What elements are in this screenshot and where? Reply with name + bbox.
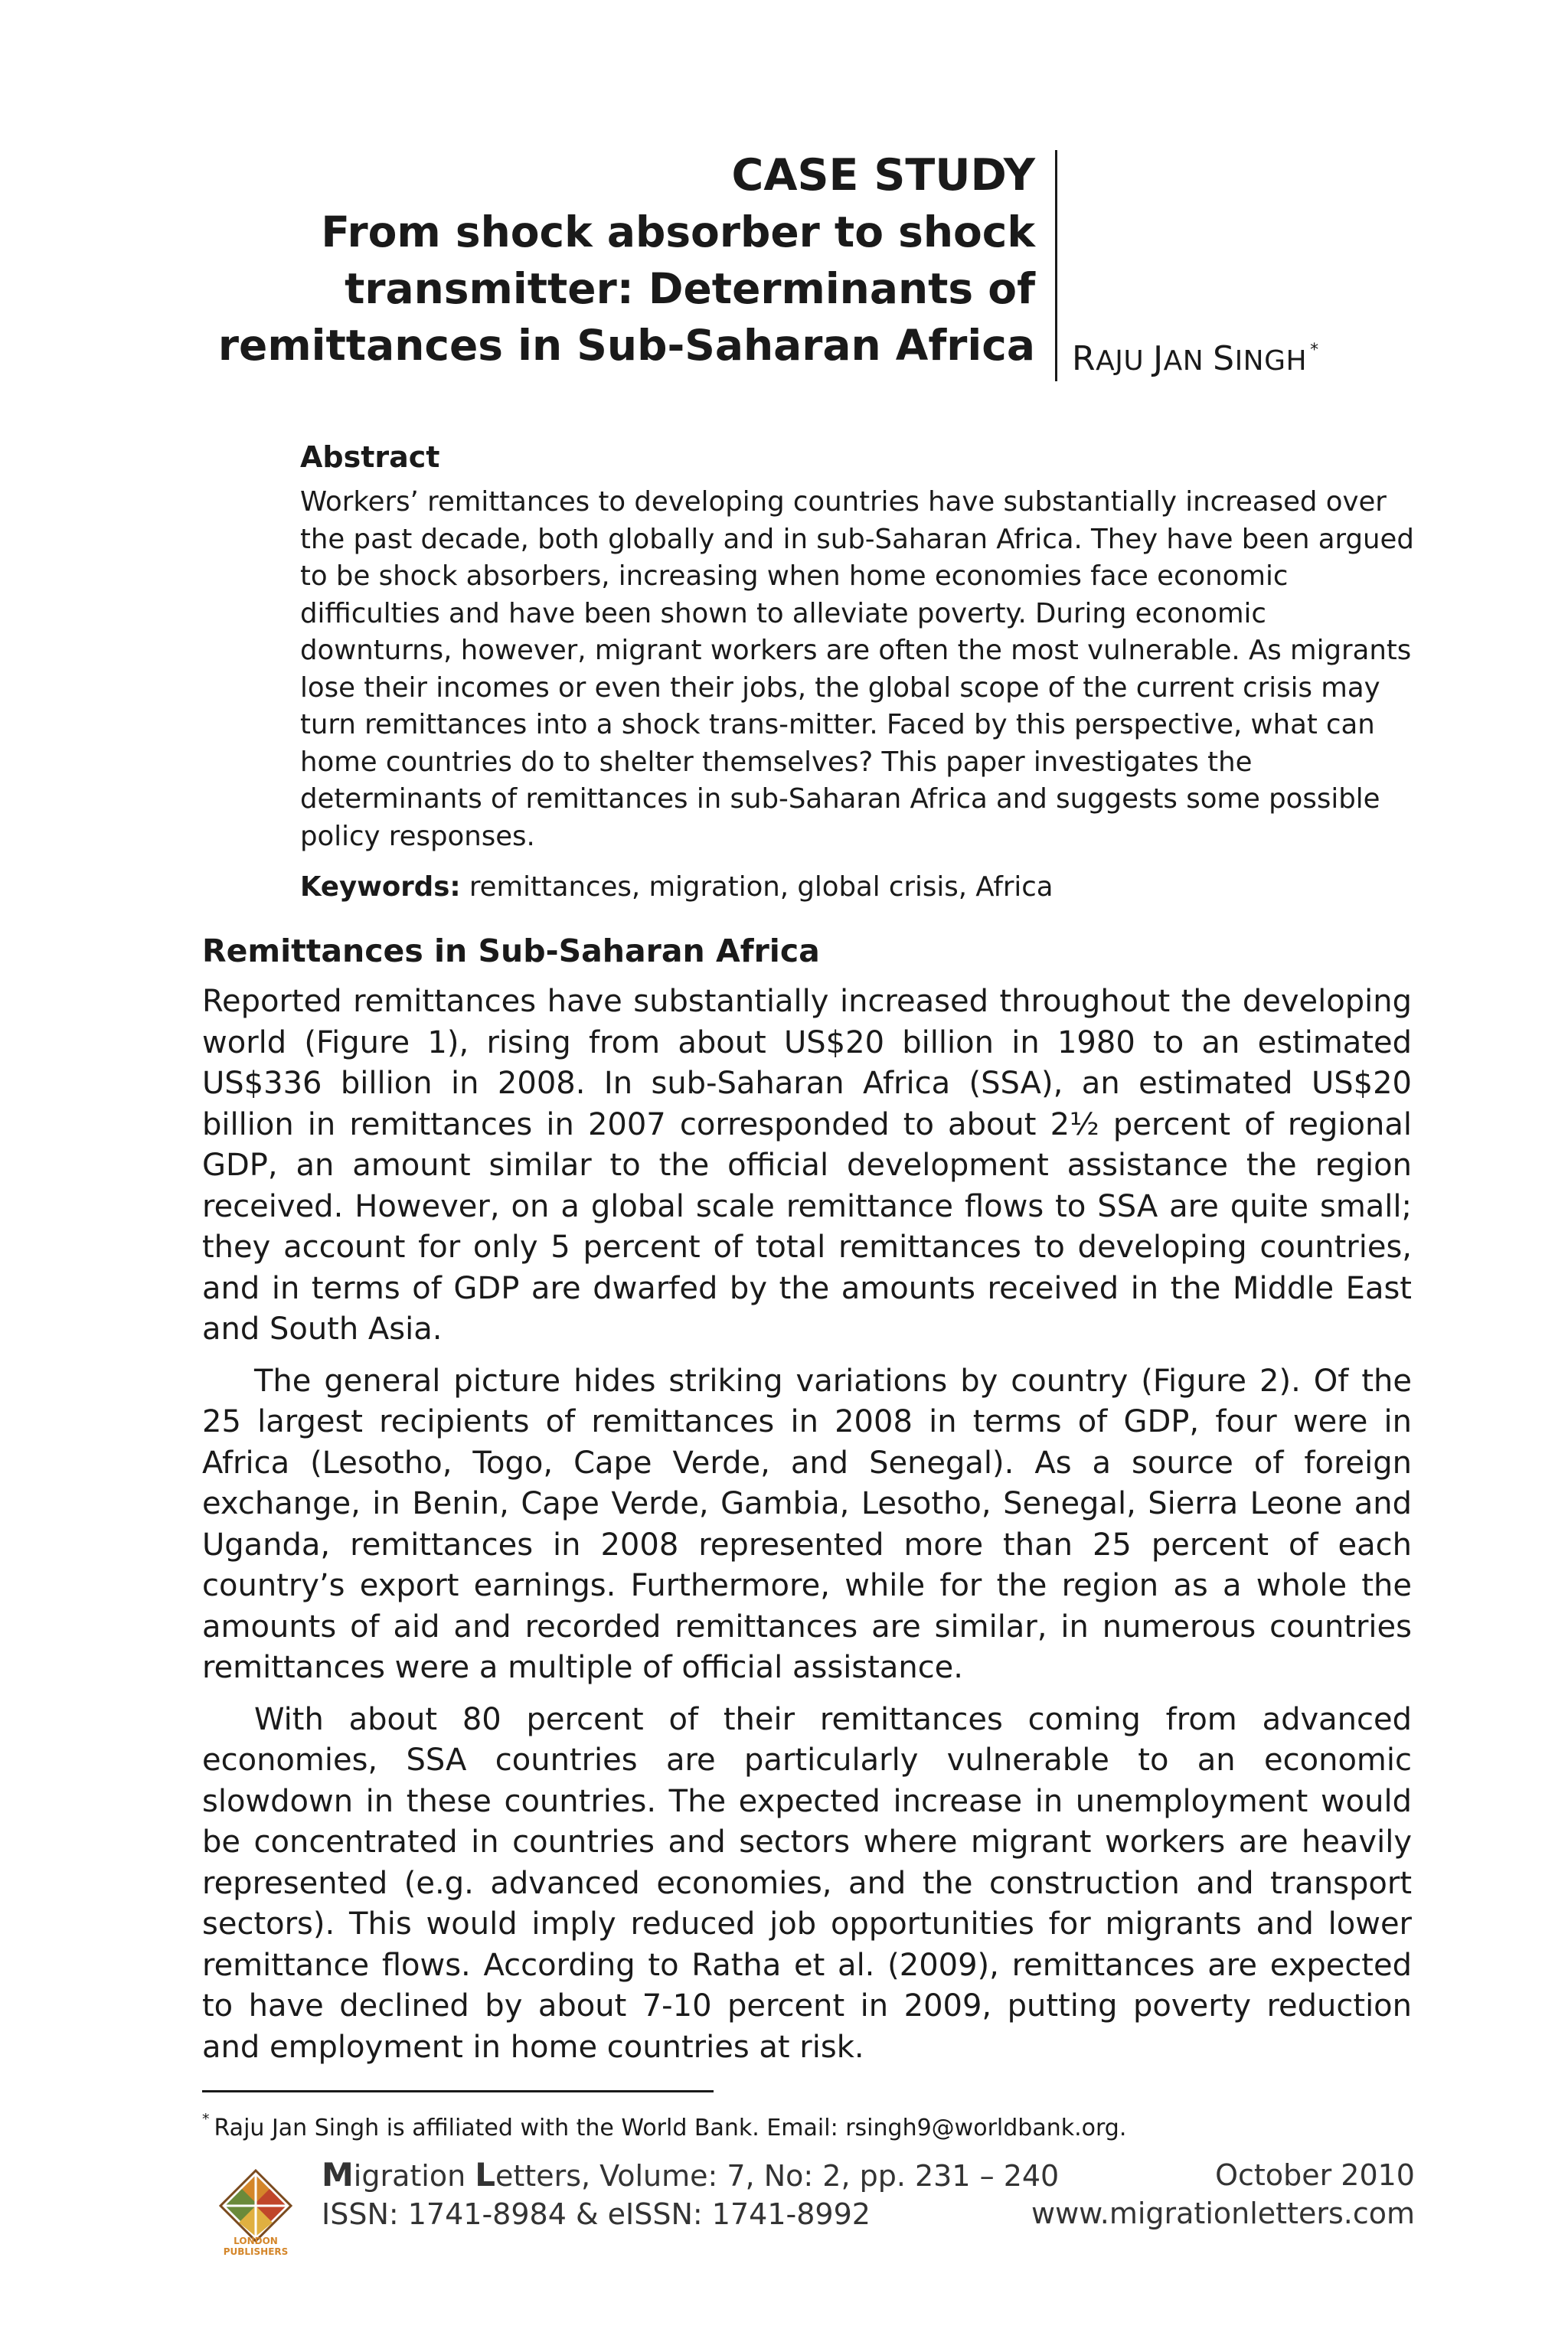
abstract-heading: Abstract [300, 440, 440, 474]
paragraph-2: The general picture hides striking variations by country (Figure 2). Of the 25 largest recipients of remittances in 2008 in terms of GDP, four were in Africa (Lesotho, Togo, Cape Verde, and Senegal). As a source of foreign exchange, in Benin, Cape Verde, Gambia, Lesotho, Senegal, Sierra Leone and Uganda, remittances in 2008 represented more than 25 percent of each country’s export earnings. Furthermore, while for the region as a whole the amounts of aid and recorded remittances are similar, in numerous countries remittances were a multiple of official assistance. [202, 1363, 1412, 1685]
journal-website[interactable]: www.migrationletters.com [1031, 2197, 1415, 2230]
footer-right [1031, 2156, 1415, 2233]
abstract [300, 438, 1418, 906]
author-name: RAJU JAN SINGH * [1072, 339, 1319, 378]
title-line-3: remittances in Sub-Saharan Africa [217, 321, 1035, 370]
publication-date: October 2010 [1215, 2158, 1415, 2192]
keywords [300, 869, 1418, 906]
title-line-2: transmitter: Determinants of [345, 264, 1035, 313]
section-title: Remittances in Sub-Saharan Africa [202, 933, 820, 969]
title-divider [1055, 150, 1057, 381]
keywords-list: remittances, migration, global crisis, Africa [469, 871, 1054, 903]
footnote-mark: * [202, 2111, 210, 2128]
journal-issn: ISSN: 1741-8984 & eISSN: 1741-8992 [322, 2197, 871, 2231]
paragraph-3: With about 80 percent of their remittances coming from advanced economies, SSA countries are particularly vulnerable to an economic slowdown in these countries. The expected increase in unemployment would be concentrated in countries and sectors where migrant workers are heavily represented (e.g. advanced economies, and the construction and transport sectors). This would imply reduced job opportunities for migrants and lower remittance flows. According to Ratha et al. (2009), remittances are expected to have declined by about 7-10 percent in 2009, putting poverty reduction and employment in home countries at risk. [202, 1701, 1412, 2065]
footnote-text: Raju Jan Singh is affiliated with the World Bank. Email: rsingh9@worldbank.org. [214, 2115, 1127, 2141]
case-study-label: CASE STUDY [731, 150, 1035, 201]
journal-citation: Migration Letters, Volume: 7, No: 2, pp. 231 – 240 [322, 2156, 1060, 2194]
footnote [202, 2107, 1126, 2144]
author-footnote-mark: * [1310, 341, 1319, 360]
paragraph-1: Reported remittances have substantially increased throughout the developing world (Figure 1), rising from about US$20 billion in 1980 to an estimated US$336 billion in 2008. In sub-Saharan Africa (SSA), an estimated US$20 billion in remittances in 2007 corresponded to about 2½ percent of regional GDP, an amount similar to the official development assistance the region received. However, on a global scale remittance flows to SSA are quite small; they account for only 5 percent of total remittances to developing countries, and in terms of GDP are dwarfed by the amounts received in the Middle East and South Asia. [202, 984, 1412, 1347]
logo-text: LONDON PUBLISHERS [223, 2236, 289, 2257]
body-text [202, 982, 1412, 2079]
keywords-label: Keywords: [300, 871, 461, 903]
footnote-divider [202, 2090, 714, 2092]
journal-info [322, 2156, 1059, 2233]
abstract-text: Workers’ remittances to developing countries have substantially increased over the past decade, both globally and in sub-Saharan Africa. They have been argued to be shock absorbers, increasing when home economies face economic difficulties and have been shown to alleviate poverty. During economic downturns, however, migrant workers are often the most vulnerable. As migrants lose their incomes or even their jobs, the global scope of the current crisis may turn remittances into a shock trans-mitter. Faced by this perspective, what can home countries do to shelter themselves? This paper investigates the determinants of remittances in sub-Saharan Africa and suggests some possible policy responses. [300, 486, 1414, 852]
title-line-1: From shock absorber to shock [321, 207, 1035, 256]
title-block [153, 147, 1035, 374]
